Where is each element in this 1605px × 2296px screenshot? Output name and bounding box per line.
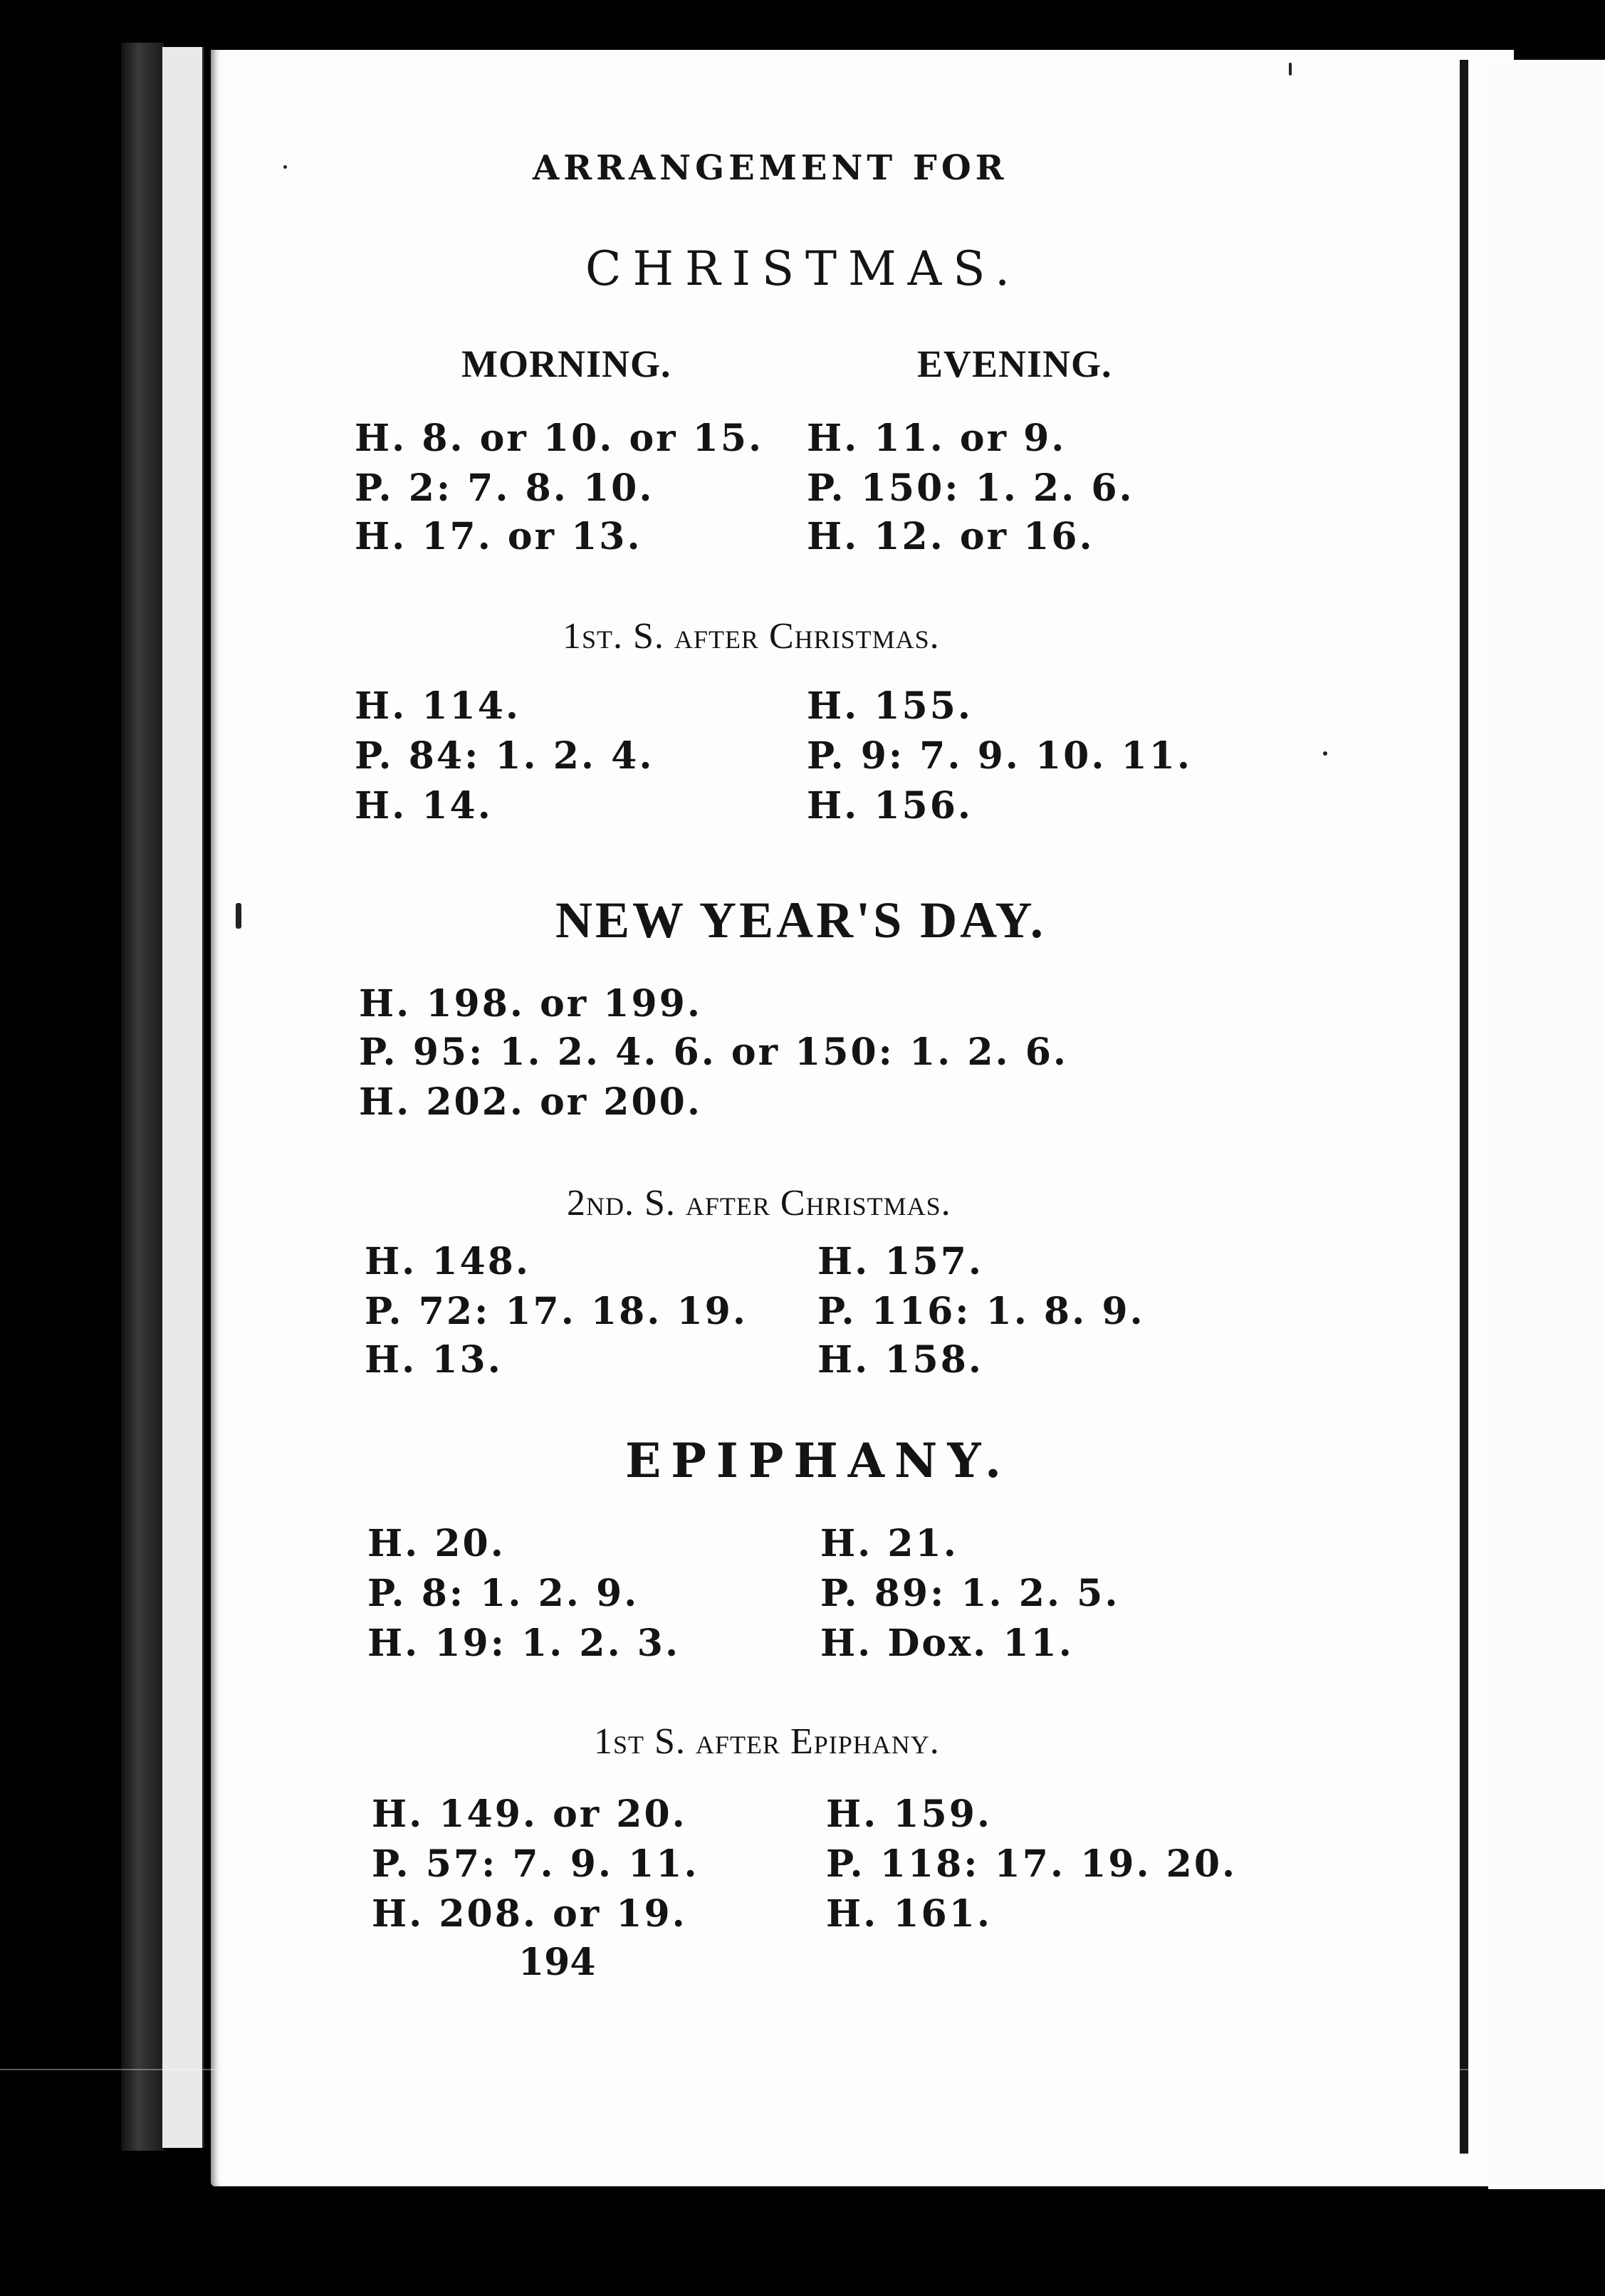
second-after-christmas-evening-line: H. 158. — [817, 1338, 983, 1382]
christmas-evening-line: H. 11. or 9. — [807, 417, 1067, 460]
arrangement-heading: ARRANGEMENT FOR — [533, 148, 1008, 188]
second-after-christmas-evening-line: H. 157. — [817, 1240, 983, 1283]
first-after-epiphany-evening-line: H. 159. — [826, 1793, 992, 1836]
second-after-christmas-evening-line: P. 116: 1. 8. 9. — [817, 1290, 1145, 1333]
epiphany-evening-line: P. 89: 1. 2. 5. — [820, 1572, 1120, 1615]
gutter-shadow — [1460, 60, 1468, 2154]
page-edge — [181, 47, 204, 2148]
epiphany-evening-line: H. Dox. 11. — [820, 1622, 1074, 1665]
morning-column-heading: MORNING. — [461, 343, 671, 385]
christmas-morning-line: P. 2: 7. 8. 10. — [355, 466, 654, 510]
page-number: 194 — [518, 1941, 596, 1984]
epiphany-morning-line: H. 19: 1. 2. 3. — [367, 1622, 681, 1665]
christmas-evening-line: H. 12. or 16. — [807, 515, 1094, 558]
ink-mark — [236, 903, 241, 929]
second-after-christmas-morning-line: P. 72: 17. 18. 19. — [365, 1290, 748, 1333]
christmas-evening-line: P. 150: 1. 2. 6. — [807, 466, 1134, 510]
christmas-morning-line: H. 8. or 10. or 15. — [355, 417, 764, 460]
epiphany-morning-line: H. 20. — [367, 1522, 506, 1565]
first-after-epiphany-morning-line: P. 57: 7. 9. 11. — [372, 1842, 699, 1886]
new-years-day-line: H. 202. or 200. — [359, 1080, 702, 1124]
new-years-day-line: P. 95: 1. 2. 4. 6. or 150: 1. 2. 6. — [359, 1030, 1069, 1074]
second-after-christmas-morning-line: H. 148. — [365, 1240, 530, 1283]
first-after-epiphany-morning-line: H. 149. or 20. — [372, 1793, 687, 1836]
first-after-christmas-morning-line: H. 114. — [355, 684, 521, 728]
scan-artifact-line — [0, 2069, 1605, 2070]
section-heading: 1st S. after Epiphany. — [594, 1721, 940, 1762]
epiphany-morning-line: P. 8: 1. 2. 9. — [367, 1572, 639, 1615]
first-after-epiphany-morning-line: H. 208. or 19. — [372, 1892, 687, 1936]
ink-speck — [1289, 63, 1292, 75]
ink-speck — [283, 165, 287, 169]
epiphany-evening-line: H. 21. — [820, 1522, 958, 1565]
facing-page-edge — [1488, 60, 1605, 2189]
first-after-epiphany-evening-line: P. 118: 17. 19. 20. — [826, 1842, 1238, 1886]
second-after-christmas-morning-line: H. 13. — [365, 1338, 503, 1382]
first-after-christmas-evening-line: H. 155. — [807, 684, 973, 728]
christmas-title: CHRISTMAS. — [585, 241, 1022, 296]
first-after-christmas-morning-line: P. 84: 1. 2. 4. — [355, 734, 654, 778]
christmas-morning-line: H. 17. or 13. — [355, 515, 642, 558]
new-years-day-line: H. 198. or 199. — [359, 982, 702, 1026]
first-after-christmas-evening-line: H. 156. — [807, 784, 973, 828]
section-heading: 1st. S. after Christmas. — [563, 616, 940, 657]
epiphany-title: EPIPHANY. — [625, 1433, 1011, 1488]
section-heading: 2nd. S. after Christmas. — [567, 1183, 951, 1223]
first-after-christmas-morning-line: H. 14. — [355, 784, 493, 828]
ink-speck — [1323, 751, 1327, 756]
book-spine — [121, 43, 164, 2151]
first-after-epiphany-evening-line: H. 161. — [826, 1892, 992, 1936]
evening-column-heading: EVENING. — [917, 343, 1112, 385]
first-after-christmas-evening-line: P. 9: 7. 9. 10. 11. — [807, 734, 1192, 778]
new-years-day-title: NEW YEAR'S DAY. — [555, 892, 1046, 949]
